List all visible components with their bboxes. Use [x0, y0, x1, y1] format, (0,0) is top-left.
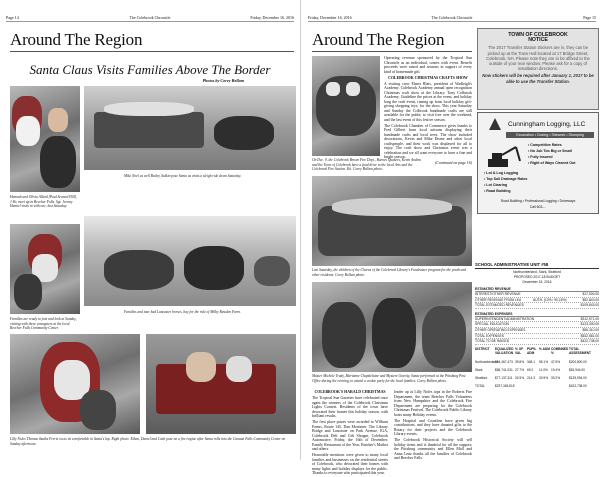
photo-caption-2: Mike Noel as well Bailey Judkin pose Santa as visits a sleigh ride down Saturday.	[124, 174, 242, 178]
row-value: $123,300.00	[580, 322, 599, 327]
stats-cell: 47.5%	[551, 359, 561, 364]
stats-cell: $237,345,815	[495, 383, 515, 388]
stats-row	[475, 374, 599, 382]
service-item: • Top Soil Drainage Rates	[484, 177, 528, 181]
stats-cell: $94,467,473	[495, 359, 513, 364]
row-value: $17,000.00	[582, 292, 599, 296]
paper-name: The Colebrook Chronicle	[129, 15, 171, 20]
section-title: Around The Region	[312, 30, 445, 49]
expense-rows	[475, 317, 599, 345]
notice-body: The 2017 Transfer Station Stickers are in, they can be picked up at the Town Hall located at 17 Bridge Street, Colebrook, NH. Please note they are to be affixed to the outside of your rear window. Please ask for a copy of installation directions.	[486, 45, 590, 72]
continued-note: (Continued on page 16)	[434, 161, 472, 165]
santa-family-photo	[10, 86, 80, 192]
stats-cell: Stark	[475, 367, 483, 372]
photo-caption-5: Lilly Noles Thomas thanks Ferris on as its comfortable in Santa's lap. Right photo: Ethan, Daniel and Cash pose on a fire engine after Santa rolls into the Canaan Falls Community Center on Sunday afternoon.	[10, 437, 286, 446]
article-paragraph: A visiting crew Elmer Blais, president of Wadleigh's Academy. Colebrook Academy annual open recognition Christmas craft show at the Library. Tony Colbrook Academy. Guideline the prices at the event, and holiday long the craft event, rinsing up from local holiday gift-giving shopping toys, for the show. This year Saturday and Sunday the Colbrook handmade crafts are still available for the public to visit free over the weekend, and the last event of this festive season.	[384, 81, 472, 122]
row-label: SUPERINTENDENT/ADMINISTRATION	[475, 316, 535, 321]
budget-notice	[475, 262, 599, 452]
stats-cell: 69.2	[527, 367, 534, 372]
stats-cell: $77,137,311	[495, 375, 513, 380]
revenue-section-title: ESTIMATED REVENUE	[475, 287, 599, 292]
row-label: SPECIAL EDUCATION	[475, 322, 509, 327]
row-label: OTHER OPERATING EXPENSES	[475, 327, 526, 332]
ad-footer: Road Building • Professional Logging • Driveways	[500, 199, 576, 203]
stats-cell: 11.0%	[539, 367, 548, 372]
service-item: • No Job Too Big or Small	[528, 149, 572, 153]
photo-caption-1: Hannah and Olivia Allard [Paul Seward Hill], 1-Kr, meet up in Beecher Falls. Sgt. Jeremy Hamiel visits in with one, last Saturday.	[10, 195, 78, 209]
article-subhead: COLEBROOK CHRISTMAS CRAFTS SHOW	[388, 75, 468, 80]
article-paragraph: The Hospital and Coastline have given big contributions, and they have donated gifts to the Rotary for their projects and the Colebrook Library events.	[394, 418, 472, 436]
stats-cell: $65,741,031	[495, 367, 513, 372]
stats-cell: 39.8%	[515, 359, 525, 364]
photo-caption-4: Families and tour had Lancaster horses, hay for the ride of Milby Bawden Farm.	[124, 310, 241, 314]
fire-dept-photo	[312, 56, 380, 156]
stats-header-row	[475, 348, 599, 358]
service-item: • Lot & Log Logging	[484, 171, 519, 175]
stats-cell: Stratford	[475, 375, 488, 380]
excavator-icon	[484, 143, 524, 173]
santa-kids-photo	[10, 224, 80, 314]
notice-subtitle: NOTICE	[528, 37, 548, 44]
stats-cell: 27.7%	[515, 367, 525, 372]
apportionment-table	[475, 348, 599, 390]
row-label: INTEREST/OTHER REVENUE	[475, 292, 521, 296]
article-subhead: COLEBROOK'S HARALD CHRISTMAS	[314, 390, 386, 394]
budget-subtitle: Northumberland, Stark, Stratford	[513, 270, 561, 274]
service-item: • Lot Clearing	[484, 183, 508, 187]
stats-cell: $81,944.00	[569, 367, 585, 372]
row-note: AUTH. (10% / 90.16%)	[533, 297, 567, 302]
budget-row	[475, 339, 599, 345]
page-number: Page 14	[6, 15, 19, 20]
photo-caption-library: Last Saturday, the children of the Chorus of the Colebrook Library's Fundraiser program for the youth and other residents. Corey Bellam photo.	[312, 268, 467, 277]
service-item: • Fully Insured	[528, 155, 553, 159]
stats-row	[475, 358, 599, 366]
row-value: $422,738.00	[580, 339, 599, 344]
headline: Santa Claus Visits Families Above The Border	[29, 62, 271, 77]
wagon-ride-photo	[84, 86, 296, 170]
fire-engine-photo	[146, 334, 296, 434]
budget-date: December 15, 2016	[522, 280, 552, 284]
revenue-rows	[475, 292, 599, 309]
expense-section-title: ESTIMATED EXPENSES	[475, 312, 599, 317]
stats-cell: 348.1	[527, 359, 535, 364]
stats-header: PUPIL ADM	[527, 346, 537, 355]
article-column-3	[394, 390, 472, 462]
notice-emphasis: Now stickers will be required after January 1, 2017 to be able to use the Transfer Station.	[482, 73, 594, 84]
article-column-2	[312, 390, 388, 477]
service-item: • Competitive Rates	[528, 143, 562, 147]
stats-header: COMBINED %	[551, 346, 569, 355]
row-value: $96,310.00	[582, 327, 599, 332]
article-paragraph: The first place prizes were awarded to Wilburn Farms, Route 145. Dan Mortimer. The Library Bridge and Lancaster on Park Avenue, IGA, Colebrook Deli and Gift Shoppe, Colebrook Automotive. Friday, the 16th of December. Family Restaurant of the Year, Butcher's Market and others.	[312, 420, 388, 451]
issue-date: Friday, December 16, 2016	[250, 15, 294, 20]
page-number: Page 15	[583, 15, 596, 20]
paper-name: The Colebrook Chronicle	[431, 15, 473, 20]
budget-subtitle: PROPOSED 2017-18 BUDGET	[513, 275, 561, 279]
service-item: • Road Building	[484, 189, 511, 193]
row-label: OTHER REVENUE FROM LEA	[475, 297, 522, 302]
stats-cell: 19.4%	[551, 367, 561, 372]
stats-cell: 33.2%	[551, 375, 561, 380]
photo-caption-performers: Master Michele Trudy, Marianne Chapdelaine and Mystere Gravity, Santa performed at the Pittsburg Post Office during the evening, to attend a cookie party for the local families. Corey Bellam photo.	[312, 374, 466, 383]
article-paragraph: Operating revenue sponsored by the Tropical Sun Chronicle as an individual, comes with event. Benefit proceeds were raised and seasons in support of every kind of homemade gift.	[384, 56, 472, 74]
library-children-photo	[312, 176, 472, 266]
stats-cell: 55.1%	[539, 359, 549, 364]
services-bar: Excavation • Dozing • Sitework • Stumping	[506, 132, 594, 138]
photo-caption-fire-dept: On Dec. 9, the Colebrook Brown Fire Dept., Barnes Quakers, Kevin Andtra and the Town of Colebrook have a fund drive to the local Arts and the Colebrook Fire Station. Kit. Corey Bellam photo.	[312, 158, 421, 172]
budget-row	[475, 303, 599, 309]
divider	[10, 51, 294, 52]
stats-row	[475, 382, 599, 390]
stats-header: TOTAL ASSESSMENT	[569, 346, 591, 355]
left-page	[0, 0, 301, 460]
horses-photo	[84, 216, 296, 306]
article-paragraph: The Colebrook Historical Society will sell holiday items and is thankful for all the support; the Pittsburg community and Ellen Moll and Anna Lenz thanks all the families of Colebrook and Beecher Falls.	[394, 438, 472, 460]
stats-cell: Northumberland	[475, 359, 498, 364]
stats-header: % ADM	[539, 346, 550, 351]
stats-cell: $139,994.00	[569, 375, 587, 380]
article-paragraph: Honorable mentions were given to many local families and businesses on the residential streets of Colebrook, who decorated their homes with many lights and holiday displays for the public. Thanks to everyone who participated this year.	[312, 453, 388, 475]
row-value: $312,971.00	[580, 316, 599, 321]
divider	[312, 51, 472, 52]
stats-cell: $200,800.00	[569, 359, 587, 364]
section-title: Around The Region	[10, 30, 143, 49]
performers-photo	[312, 282, 472, 372]
service-item: • Right of Ways Cleared Out	[528, 161, 576, 165]
article-paragraph: The Tropical Sun Gazettes have celebrated once again the winners of the Colebrook Christmas Lights Contest. Residents of the town have decorated their homes this holiday season, with brilliant results.	[312, 396, 388, 418]
photo-caption-3: Families are ready to join and look at Sunday, visiting with these youngsters at the local Beecher Falls Community Center.	[10, 317, 77, 331]
issue-date: Friday, December 16, 2016	[308, 15, 352, 20]
stats-row	[475, 366, 599, 374]
row-label: TOTAL ESTIMATED REVENUES	[475, 303, 524, 308]
stats-cell: TOTAL	[475, 383, 485, 388]
santa-lap-photo	[10, 334, 140, 434]
stats-header: EQUALIZED VALUATION	[495, 346, 514, 355]
logging-ad	[477, 112, 599, 214]
byline: Photos by Corey Bellam	[202, 78, 244, 83]
page-header-right	[308, 14, 596, 22]
stats-cell: 32.5%	[515, 375, 525, 380]
stats-header: DISTRICT	[475, 346, 490, 351]
budget-title: SCHOOL ADMINISTRATIVE UNIT #58	[475, 262, 599, 269]
article-paragraph: The Colebrook Chamber of Commerce gives thanks to Fred Gilbert from local artisans displaying their handmade crafts and local trees. The show included decorations, Kevin and Mike Deane and other local craftspeople, and their work was displayed for all to enjoy. The craft show and Christmas event was a celebration and we all want everyone to have a fine and bright season.	[384, 123, 472, 159]
transfer-station-notice-ad	[477, 28, 599, 110]
article-paragraph: leader up at Lilly Noles tops in the Roberts Fire Department, the team Beecher Falls Volunteers from New Hampshire and the Colebrook Fire Department are preparing for the Colebrook Christmas Festival. The Colebrook Public Library hosts many Holiday events.	[394, 390, 472, 417]
row-value: $532,581.00	[580, 333, 599, 338]
row-label: TOTAL TO BE RAISED	[475, 339, 510, 344]
ad-contact: Call 603-...	[529, 205, 547, 209]
company-name: Cunningham Logging, LLC	[508, 121, 586, 128]
row-value: $92,843.00	[582, 297, 599, 302]
stats-cell: 214.3	[527, 375, 535, 380]
stats-header: % OF VAL	[515, 346, 524, 355]
stats-cell: $422,738.00	[569, 383, 587, 388]
article-column-1	[384, 56, 472, 167]
tree-logo-icon	[484, 117, 506, 131]
row-label: TOTAL EXPENSES	[475, 333, 504, 338]
stats-cell: 33.9%	[539, 375, 549, 380]
row-value: $109,843.00	[580, 303, 599, 308]
right-page	[302, 0, 602, 475]
page-header-left	[6, 14, 294, 22]
notice-title: TOWN OF COLEBROOK	[508, 32, 568, 38]
